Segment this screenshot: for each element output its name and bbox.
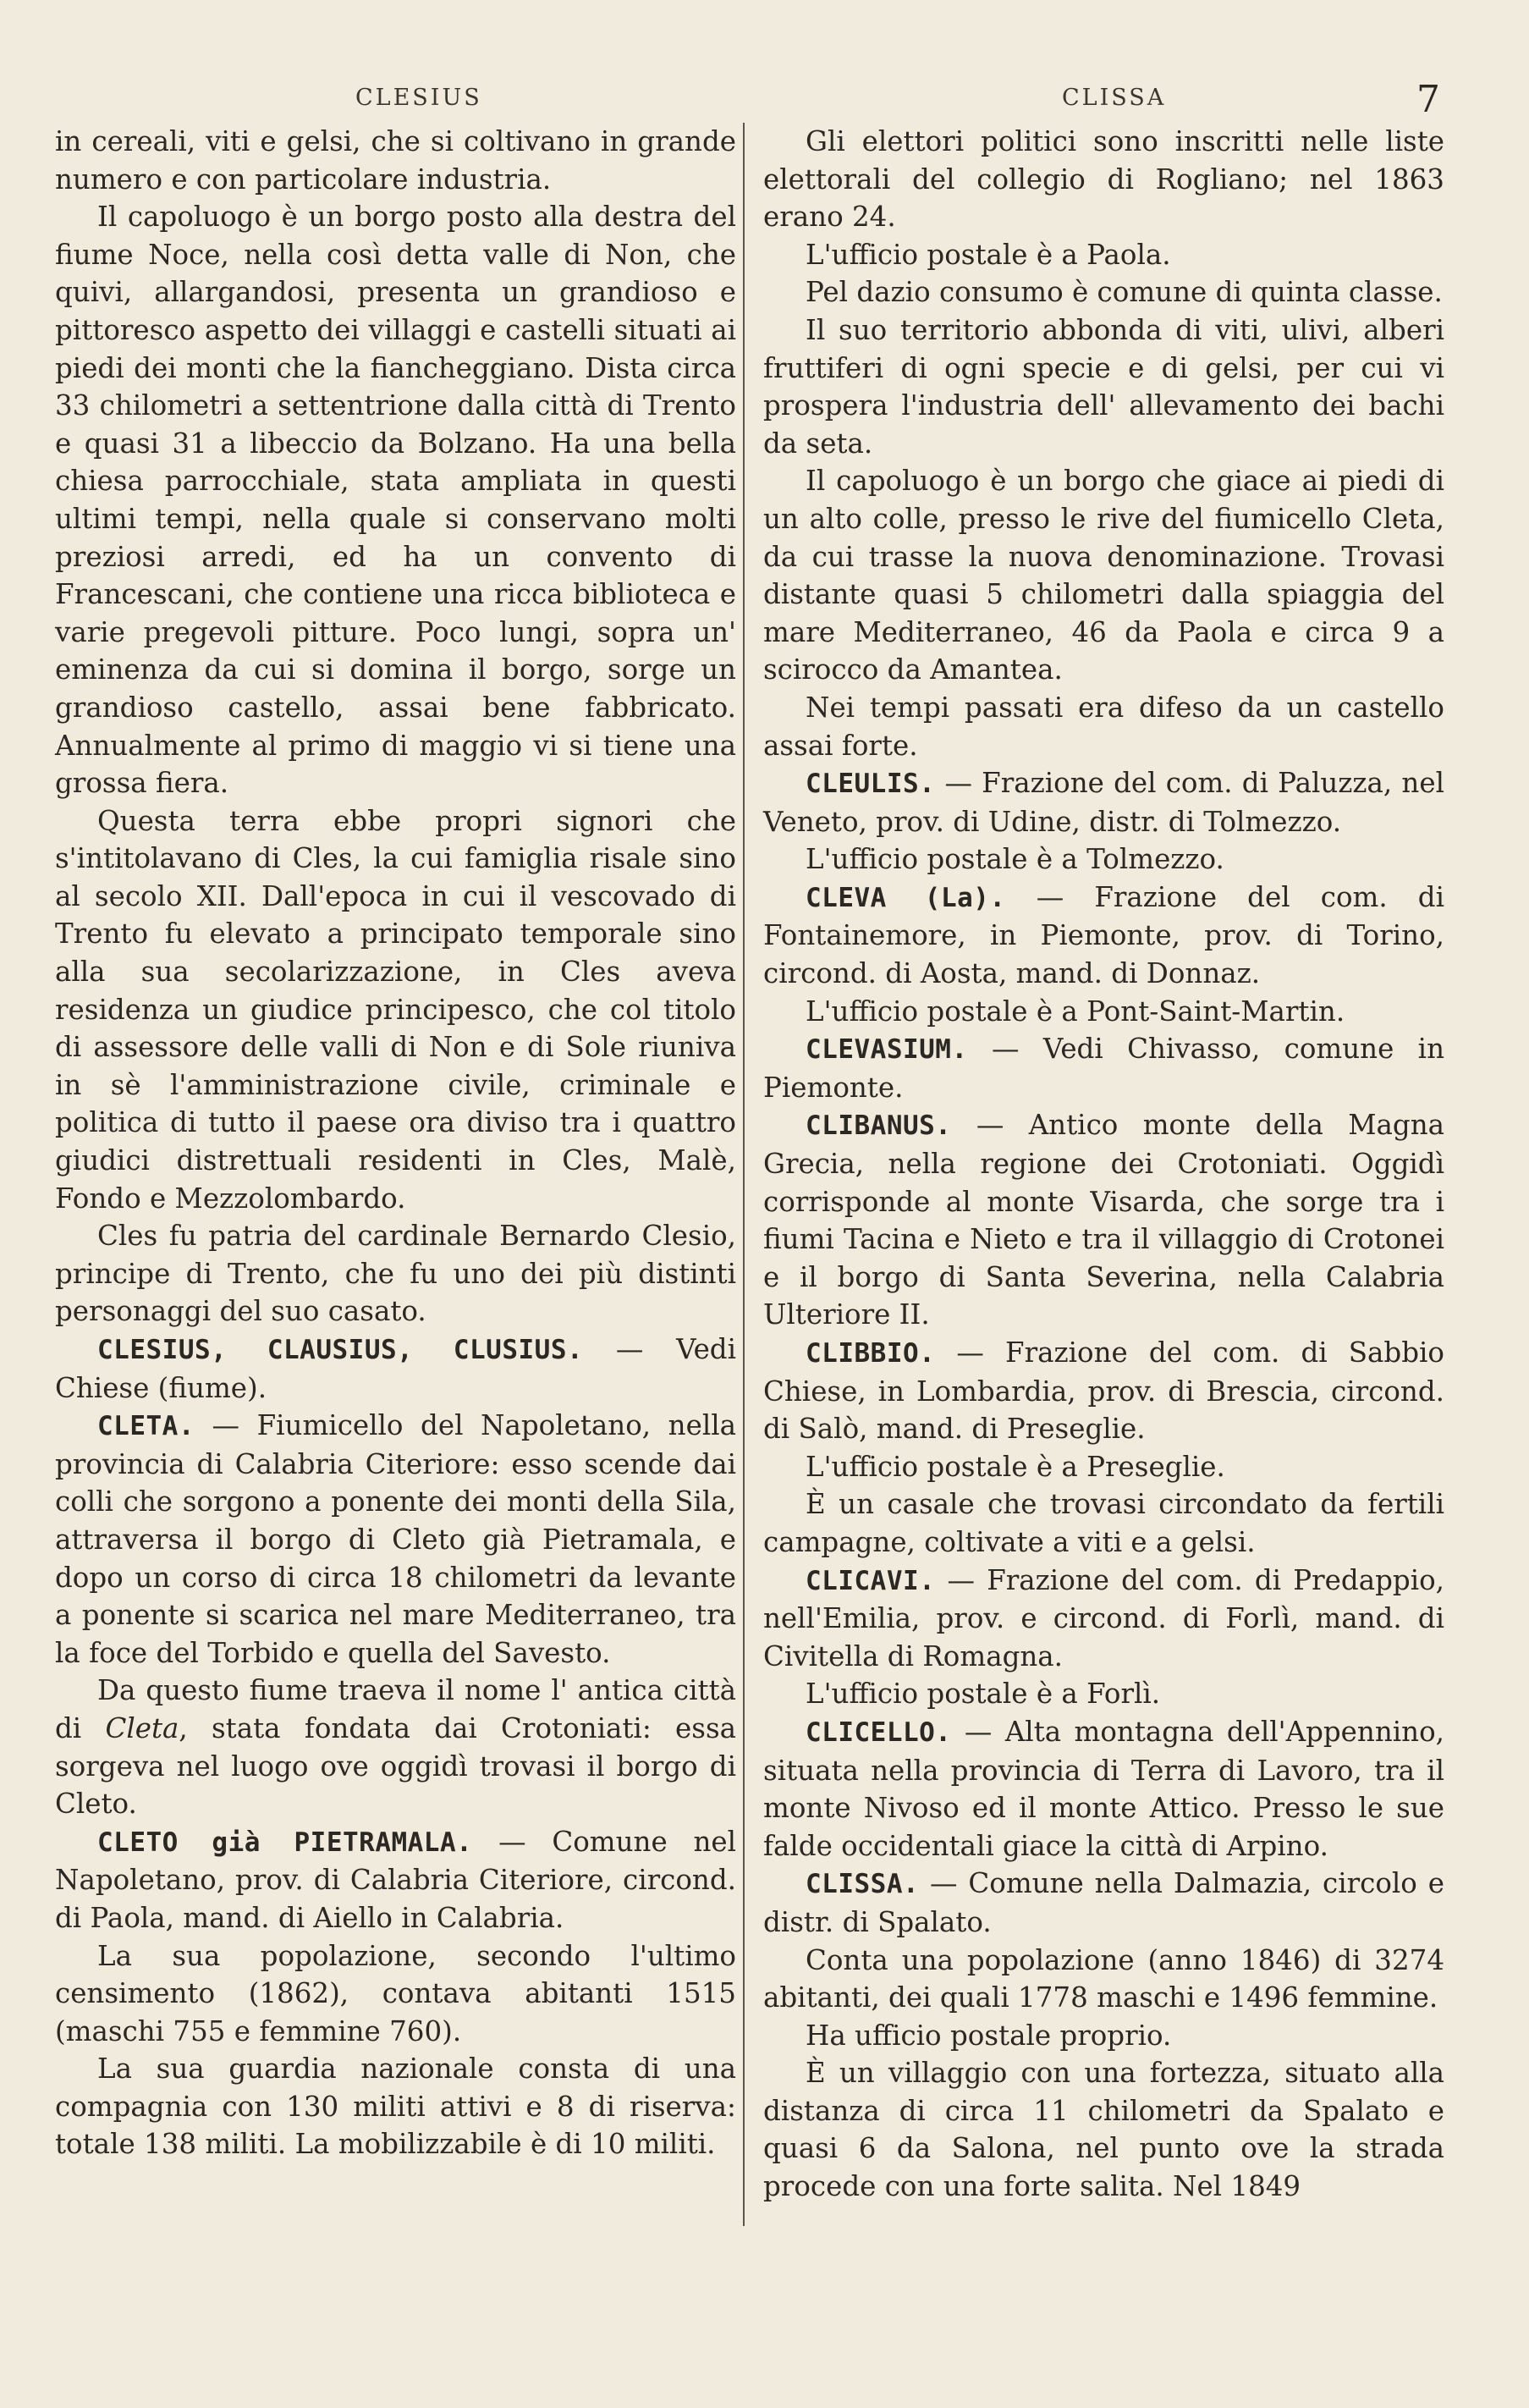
paragraph: Conta una popolazione (anno 1846) di 3274 abitanti, dei quali 1778 maschi e 1496 femmine. [763, 1943, 1444, 2014]
paragraph: Il capoluogo è un borgo che giace ai piedi di un alto colle, presso le rive del fiumicello Cleta, da cui trasse la nuova denominazione. Trovasi distante quasi 5 chilometri dalla spiaggia del mare Mediterraneo, 46 da Paola e circa 9 a scirocco da Amantea. [763, 465, 1444, 686]
paragraph: Pel dazio consumo è comune di quinta classe. [806, 276, 1443, 309]
entry-term: CLEVASIUM. [806, 1034, 968, 1066]
paragraph: L'ufficio postale è a Forlì. [806, 1678, 1161, 1711]
paragraph: Cles fu patria del cardinale Bernardo Clesio, principe di Trento, che fu uno dei più distinti personaggi del suo casato. [55, 1220, 736, 1328]
entry-cleva [763, 879, 1444, 993]
entry-term: CLEVA (La). [806, 882, 1006, 913]
paragraph [55, 1672, 736, 1822]
entry-term: CLETA. [97, 1411, 195, 1442]
paragraph: L'ufficio postale è a Paola. [806, 238, 1171, 271]
entry-text: — Frazione del com. di Paluzza, nel Veneto, prov. di Udine, distr. di Tolmezzo. [763, 767, 1444, 838]
paragraph: L'ufficio postale è a Pont-Saint-Martin. [806, 995, 1345, 1028]
entry-text: — Alta montagna dell'Appennino, situata nella provincia di Terra di Lavoro, tra il monte Nivoso ed il monte Attico. Presso le sue falde occidentali giace la città di Arpino. [763, 1715, 1444, 1862]
paragraph: Il capoluogo è un borgo posto alla destra del fiume Noce, nella così detta valle di Non, che quivi, allargandosi, presenta un grandioso e pittoresco aspetto dei villaggi e castelli situati ai piedi dei monti che la fiancheggiano. Dista circa 33 chilometri a settentrione dalla città di Trento e quasi 31 a libeccio da Bolzano. Ha una bella chiesa parrocchiale, stata ampliata in questi ultimi tempi, nella quale si conservano molti preziosi arredi, ed ha un convento di Francescani, che contiene una ricca biblioteca e varie pregevoli pitture. Poco lungi, sopra un' eminenza da cui si domina il borgo, sorge un grandioso castello, assai bene fabbricato. Annualmente al primo di maggio vi si tiene una grossa fiera. [55, 201, 736, 800]
paragraph: La sua guardia nazionale consta di una compagnia con 130 militi attivi e 8 di riserva: totale 138 militi. La mobilizzabile è di 10 militi. [55, 2053, 736, 2161]
entry-text: — Antico monte della Magna Grecia, nella regione dei Crotoniati. Oggidì corrisponde al monte Visarda, che sorge tra i fiumi Tacina e Nieto e tra il villaggio di Crotonei e il borgo di Santa Severina, nella Calabria Ulteriore II. [763, 1109, 1444, 1331]
right-column [763, 123, 1444, 2206]
running-head-left: CLESIUS [355, 85, 482, 111]
entry-cleto [55, 1823, 736, 1937]
entry-term: CLISSA. [806, 1869, 920, 1900]
entry-term: CLICELLO. [806, 1716, 952, 1748]
entry-term: CLETO già PIETRAMALA. [97, 1827, 473, 1858]
entry-term: CLESIUS, CLAUSIUS, CLUSIUS. [97, 1335, 584, 1365]
entry-clissa [763, 1865, 1444, 1941]
paragraph: in cereali, viti e gelsi, che si coltivano in grande numero e con particolare industria. [55, 125, 736, 196]
entry-text: — Comune nel Napoletano, prov. di Calabria Citeriore, circond. di Paola, mand. di Aiello in Calabria. [55, 1825, 737, 1934]
paragraph: Il suo territorio abbonda di viti, ulivi, alberi fruttiferi di ogni specie e di gelsi, per cui vi prospera l'industria dell' allevamento dei bachi da seta. [763, 313, 1444, 460]
entry-text: — Vedi Chivasso, comune in Piemonte. [763, 1033, 1444, 1104]
italic-term: Cleta [105, 1711, 179, 1744]
page-number: 7 [1416, 78, 1440, 121]
column-divider [743, 123, 745, 2226]
entry-clibbio [763, 1334, 1444, 1448]
entry-clesius [55, 1331, 736, 1407]
paragraph: La sua popolazione, secondo l'ultimo censimento (1862), contava abitanti 1515 (maschi 755 e femmine 760). [55, 1939, 736, 2047]
entry-cleulis [763, 764, 1444, 840]
paragraph: Ha ufficio postale proprio. [806, 2019, 1172, 2052]
entry-text: — Fiumicello del Napoletano, nella provincia di Calabria Citeriore: esso scende dai colli che sorgono a ponente dei monti della Sila, attraversa il borgo di Cleto già Pietramala, e dopo un corso di circa 18 chilometri da levante a ponente si scarica nel mare Mediterraneo, tra la foce del Torbido e quella del Savesto. [55, 1409, 736, 1669]
paragraph: Nei tempi passati era difeso da un castello assai forte. [763, 691, 1444, 762]
paragraph: È un casale che trovasi circondato da fertili campagne, coltivate a viti e a gelsi. [763, 1488, 1444, 1558]
paragraph: L'ufficio postale è a Preseglie. [806, 1450, 1225, 1483]
entry-term: CLEULIS. [806, 769, 936, 800]
entry-text: — Comune nella Dalmazia, circolo e distr. di Spalato. [763, 1867, 1444, 1938]
entry-text: — Vedi Chiese (fiume). [55, 1333, 736, 1404]
left-column [55, 123, 736, 2163]
entry-clicello [763, 1713, 1444, 1865]
entry-clevasium [763, 1030, 1444, 1106]
entry-clicavi [763, 1562, 1444, 1676]
text-run: Da questo fiume traeva il nome l' antica città di [55, 1674, 736, 1744]
entry-text: — Frazione del com. di Predappio, nell'Emilia, prov. e circond. di Forlì, mand. di Civitella di Romagna. [763, 1563, 1444, 1672]
paragraph: È un villaggio con una fortezza, situato alla distanza di circa 11 chilometri da Spalato e quasi 6 da Salona, nel punto ove la strada procede con una forte salita. Nel 1849 [763, 2057, 1444, 2203]
paragraph: L'ufficio postale è a Tolmezzo. [806, 843, 1224, 876]
entry-cleta [55, 1407, 736, 1672]
paragraph: Questa terra ebbe propri signori che s'intitolavano di Cles, la cui famiglia risale sino al secolo XII. Dall'epoca in cui il vescovado di Trento fu elevato a principato temporale sino alla sua secolarizzazione, in Cles aveva residenza un giudice principesco, che col titolo di assessore delle valli di Non e di Sole riuniva in sè l'amministrazione civile, criminale e politica di tutto il paese ora diviso tra i quattro giudici distrettuali residenti in Cles, Malè, Fondo e Mezzolombardo. [55, 804, 736, 1215]
entry-term: CLICAVI. [806, 1565, 936, 1596]
text-run: , stata fondata dai Crotoniati: essa sorgeva nel luogo ove oggidì trovasi il borgo di Cleto. [55, 1711, 736, 1821]
paragraph: Gli elettori politici sono inscritti nelle liste elettorali del collegio di Rogliano; nel 1863 erano 24. [763, 125, 1444, 234]
entry-clibanus [763, 1106, 1444, 1334]
running-head-center: CLISSA [1062, 85, 1167, 111]
entry-term: CLIBANUS. [806, 1110, 952, 1142]
entry-text: — Frazione del com. di Sabbio Chiese, in Lombardia, prov. di Brescia, circond. di Salò, mand. di Preseglie. [763, 1336, 1444, 1446]
entry-term: CLIBBIO. [806, 1338, 936, 1369]
entry-text: — Frazione del com. di Fontainemore, in Piemonte, prov. di Torino, circond. di Aosta, mand. di Donnaz. [763, 880, 1444, 990]
